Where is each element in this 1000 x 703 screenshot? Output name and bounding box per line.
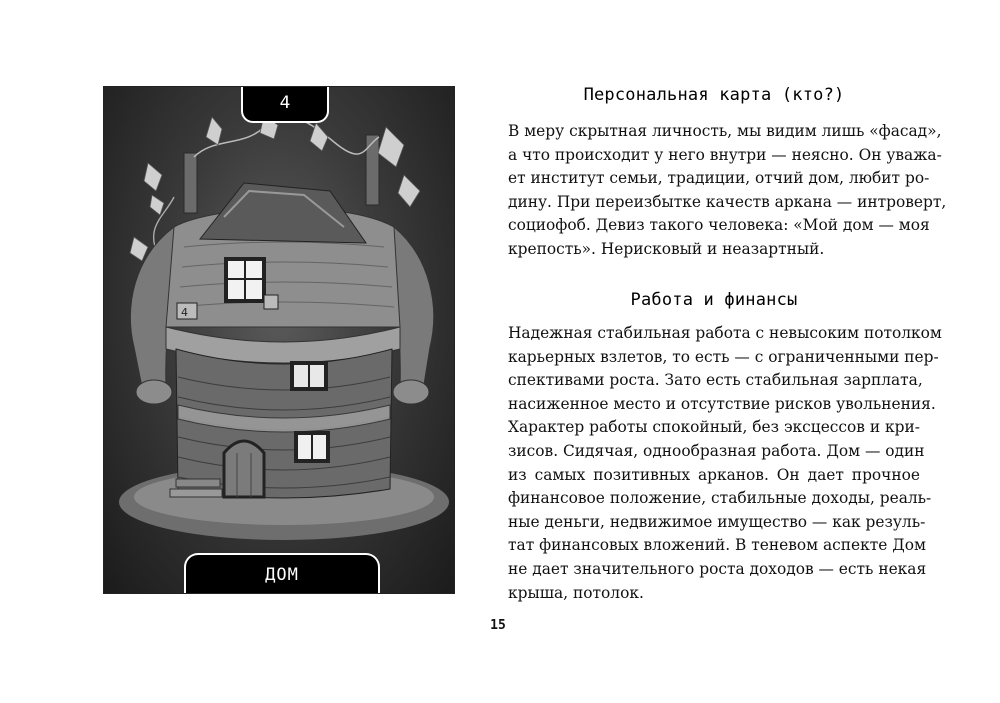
text-line: спективами роста. Зато есть стабильная зарплата,: [508, 371, 923, 390]
text-line: тат финансовых вложений. В теневом аспекте Дом: [508, 536, 927, 555]
tarot-card: [103, 86, 455, 594]
text-line: ет институт семьи, традиции, отчий дом, любит ро-: [508, 169, 930, 188]
text-line: Характер работы спокойный, без эксцессов и кри-: [508, 418, 920, 437]
section-body-work: [508, 322, 942, 605]
text-line: Надежная стабильная работа с невысоким потолком: [508, 324, 942, 342]
text-line: ные деньги, недвижимое имущество — как резуль-: [508, 512, 926, 531]
card-number-badge: 4: [241, 86, 329, 123]
text-line: социофоб. Девиз такого человека: «Мой дом — моя: [508, 216, 930, 235]
text-line: В меру скрытная личность, мы видим лишь «фасад»,: [508, 122, 942, 140]
page-number: 15: [490, 618, 506, 633]
text-line: финансовое положение, стабильные доходы, реаль-: [508, 489, 932, 508]
text-line: из самых позитивных арканов. Он дает прочное: [508, 465, 920, 484]
text-line: крыша, потолок.: [508, 583, 644, 602]
section-body-personal: [508, 120, 947, 262]
card-name-badge: ДОМ: [184, 553, 380, 594]
text-line: дину. При переизбытке качеств аркана — интроверт,: [508, 192, 947, 211]
card-illustration: [104, 87, 455, 594]
text-line: карьерных взлетов, то есть — с ограниченными пер-: [508, 347, 939, 366]
section-title-work: Работа и финансы: [630, 290, 798, 310]
text-line: зисов. Сидячая, однообразная работа. Дом — один: [508, 441, 925, 460]
text-line: насиженное место и отсутствие рисков увольнения.: [508, 394, 936, 413]
text-line: крепость». Нерисковый и неазартный.: [508, 239, 825, 258]
text-line: а что происходит у него внутри — неясно. Он уважа-: [508, 145, 942, 164]
svg-text:4: 4: [181, 306, 188, 319]
text-line: не дает значительного роста доходов — есть некая: [508, 559, 927, 578]
section-title-personal: Персональная карта (кто?): [583, 85, 845, 105]
